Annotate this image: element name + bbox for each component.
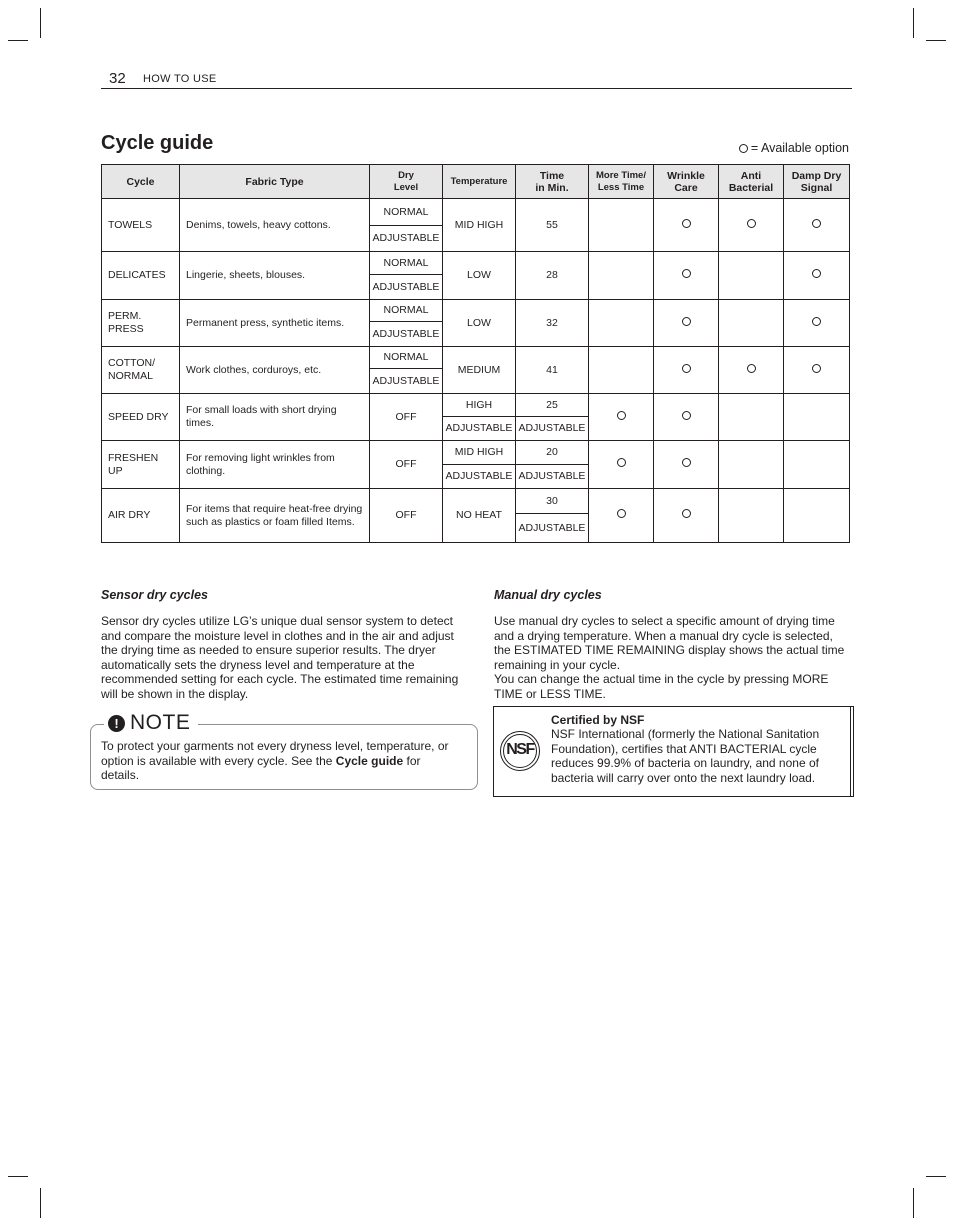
cell-temperature: ADJUSTABLE <box>443 465 516 489</box>
cell-more-less-time <box>589 394 654 441</box>
cell-fabric: Permanent press, synthetic items. <box>180 300 370 347</box>
note-title: NOTE <box>130 711 191 734</box>
cell-anti-bacterial <box>719 347 784 394</box>
available-option-circle-icon <box>682 458 691 467</box>
available-option-circle-icon <box>747 364 756 373</box>
cell-more-less-empty <box>589 199 654 252</box>
cell-cycle: DELICATES <box>102 252 180 300</box>
cell-wrinkle-care <box>654 300 719 347</box>
cell-dry-level: NORMAL <box>370 199 443 226</box>
cell-time: ADJUSTABLE <box>516 514 589 543</box>
cell-wrinkle-care <box>654 347 719 394</box>
page-number: 32 <box>109 70 126 87</box>
cell-cycle: AIR DRY <box>102 489 180 543</box>
legend <box>739 141 849 155</box>
cell-fabric: For small loads with short drying times. <box>180 394 370 441</box>
available-option-circle-icon <box>682 269 691 278</box>
table-row <box>102 252 850 275</box>
cell-fabric: For removing light wrinkles from clothing. <box>180 441 370 489</box>
table-header-row <box>102 165 850 199</box>
cell-dry-level: ADJUSTABLE <box>370 369 443 394</box>
nsf-text: NSF International (formerly the National Sanitation Foundation), certifies that ANTI BACTERIAL cycle reduces 99.9% of bacteria on laundry, and none of bacteria will carry over onto the next laundry load. <box>551 727 820 785</box>
nsf-certification-box <box>493 706 854 797</box>
cell-more-less-empty <box>589 347 654 394</box>
cell-dry-level: NORMAL <box>370 300 443 322</box>
available-option-circle-icon <box>682 219 691 228</box>
manual-dry-text: Use manual dry cycles to select a specific amount of drying time and a drying temperature. When a manual dry cycle is selected, the ESTIMATED TIME REMAINING display shows the actual time remaining in your cycle. You can change the actual time in the cycle by pressing MORE TIME or LESS TIME. <box>494 614 845 701</box>
table-row <box>102 347 850 369</box>
cell-anti-bacterial <box>719 199 784 252</box>
cell-damp-dry <box>784 300 850 347</box>
header-cycle: Cycle <box>102 165 180 199</box>
available-option-circle-icon <box>682 509 691 518</box>
cell-wrinkle-care <box>654 199 719 252</box>
nsf-logo-text: NSF <box>506 741 534 758</box>
cycle-guide-ref: Cycle guide <box>335 753 404 768</box>
available-option-circle-icon <box>682 317 691 326</box>
sensor-dry-heading: Sensor dry cycles <box>101 588 209 602</box>
cell-dry-level: OFF <box>370 394 443 441</box>
cell-anti-bacterial-empty <box>719 300 784 347</box>
sensor-dry-text: Sensor dry cycles utilize LG’s unique dual sensor system to detect and compare the moisture level in clothes and in the air and adjust the drying time as needed to ensure superior results. The dryer automatically sets the dryness level and temperature at the recommended setting for each cycle. The estimated time remaining will be shown in the display. <box>101 614 459 701</box>
available-option-circle-icon <box>812 219 821 228</box>
cell-wrinkle-care <box>654 489 719 543</box>
cell-more-less-empty <box>589 252 654 300</box>
exclamation-icon: ! <box>108 715 125 732</box>
available-option-circle-icon <box>617 509 626 518</box>
table-row <box>102 394 850 417</box>
cell-cycle: SPEED DRY <box>102 394 180 441</box>
manual-dry-heading: Manual dry cycles <box>494 588 602 602</box>
cell-wrinkle-care <box>654 252 719 300</box>
cell-temperature: LOW <box>443 252 516 300</box>
available-option-circle-icon <box>747 219 756 228</box>
available-option-circle-icon <box>812 269 821 278</box>
legend-text: = Available option <box>750 141 849 155</box>
table-row <box>102 300 850 322</box>
cell-dry-level: OFF <box>370 441 443 489</box>
header-dry-level: Dry Level <box>370 165 443 199</box>
cell-damp-dry <box>784 252 850 300</box>
cell-dry-level: ADJUSTABLE <box>370 226 443 252</box>
cell-time: 32 <box>516 300 589 347</box>
cell-damp-dry <box>784 347 850 394</box>
cell-dry-level: ADJUSTABLE <box>370 275 443 300</box>
cell-time: ADJUSTABLE <box>516 417 589 441</box>
cycle-guide-table <box>101 164 850 543</box>
header-wrinkle-care: Wrinkle Care <box>654 165 719 199</box>
nsf-logo <box>500 731 540 771</box>
available-option-circle-icon <box>617 411 626 420</box>
cell-temperature: ADJUSTABLE <box>443 417 516 441</box>
header-fabric-type: Fabric Type <box>180 165 370 199</box>
note-text: To protect your garments not every dryness level, temperature, or option is available with every cycle. See the Cycle guide for details. <box>101 739 449 782</box>
table-row <box>102 199 850 226</box>
cell-cycle: TOWELS <box>102 199 180 252</box>
cell-damp-dry-empty <box>784 441 850 489</box>
cell-time: 30 <box>516 489 589 514</box>
header-anti-bacterial: Anti Bacterial <box>719 165 784 199</box>
cell-dry-level: NORMAL <box>370 252 443 275</box>
cell-temperature: MID HIGH <box>443 199 516 252</box>
cell-temperature: MID HIGH <box>443 441 516 465</box>
cell-fabric: Work clothes, corduroys, etc. <box>180 347 370 394</box>
note-label <box>104 711 198 735</box>
header-more-less-time: More Time/ Less Time <box>589 165 654 199</box>
table-row <box>102 441 850 465</box>
cell-time: ADJUSTABLE <box>516 465 589 489</box>
cell-temperature: LOW <box>443 300 516 347</box>
cell-dry-level: ADJUSTABLE <box>370 322 443 347</box>
cell-time: 41 <box>516 347 589 394</box>
cell-anti-bacterial-empty <box>719 394 784 441</box>
section-name: HOW TO USE <box>143 73 217 85</box>
cell-time: 55 <box>516 199 589 252</box>
cell-cycle: PERM. PRESS <box>102 300 180 347</box>
available-option-circle-icon <box>739 144 748 153</box>
page-header <box>101 68 852 89</box>
cell-time: 28 <box>516 252 589 300</box>
available-option-circle-icon <box>812 317 821 326</box>
cell-temperature: MEDIUM <box>443 347 516 394</box>
cell-anti-bacterial-empty <box>719 489 784 543</box>
cell-wrinkle-care <box>654 394 719 441</box>
nsf-title: Certified by NSF <box>551 713 645 727</box>
cell-more-less-time <box>589 441 654 489</box>
cell-temperature: HIGH <box>443 394 516 417</box>
cell-damp-dry-empty <box>784 394 850 441</box>
header-time: Time in Min. <box>516 165 589 199</box>
cell-dry-level: OFF <box>370 489 443 543</box>
page-title: Cycle guide <box>101 132 214 154</box>
cell-fabric: For items that require heat-free drying such as plastics or foam filled Items. <box>180 489 370 543</box>
cell-wrinkle-care <box>654 441 719 489</box>
cell-cycle: COTTON/ NORMAL <box>102 347 180 394</box>
cell-damp-dry <box>784 199 850 252</box>
cell-cycle: FRESHEN UP <box>102 441 180 489</box>
cell-time: 25 <box>516 394 589 417</box>
cell-more-less-time <box>589 489 654 543</box>
cell-fabric: Lingerie, sheets, blouses. <box>180 252 370 300</box>
cell-anti-bacterial-empty <box>719 252 784 300</box>
cell-anti-bacterial-empty <box>719 441 784 489</box>
available-option-circle-icon <box>682 364 691 373</box>
cell-more-less-empty <box>589 300 654 347</box>
available-option-circle-icon <box>812 364 821 373</box>
available-option-circle-icon <box>682 411 691 420</box>
header-temperature: Temperature <box>443 165 516 199</box>
header-damp-dry-signal: Damp Dry Signal <box>784 165 850 199</box>
available-option-circle-icon <box>617 458 626 467</box>
cell-temperature: NO HEAT <box>443 489 516 543</box>
table-row <box>102 489 850 514</box>
cell-time: 20 <box>516 441 589 465</box>
cell-damp-dry-empty <box>784 489 850 543</box>
cell-fabric: Denims, towels, heavy cottons. <box>180 199 370 252</box>
cell-dry-level: NORMAL <box>370 347 443 369</box>
